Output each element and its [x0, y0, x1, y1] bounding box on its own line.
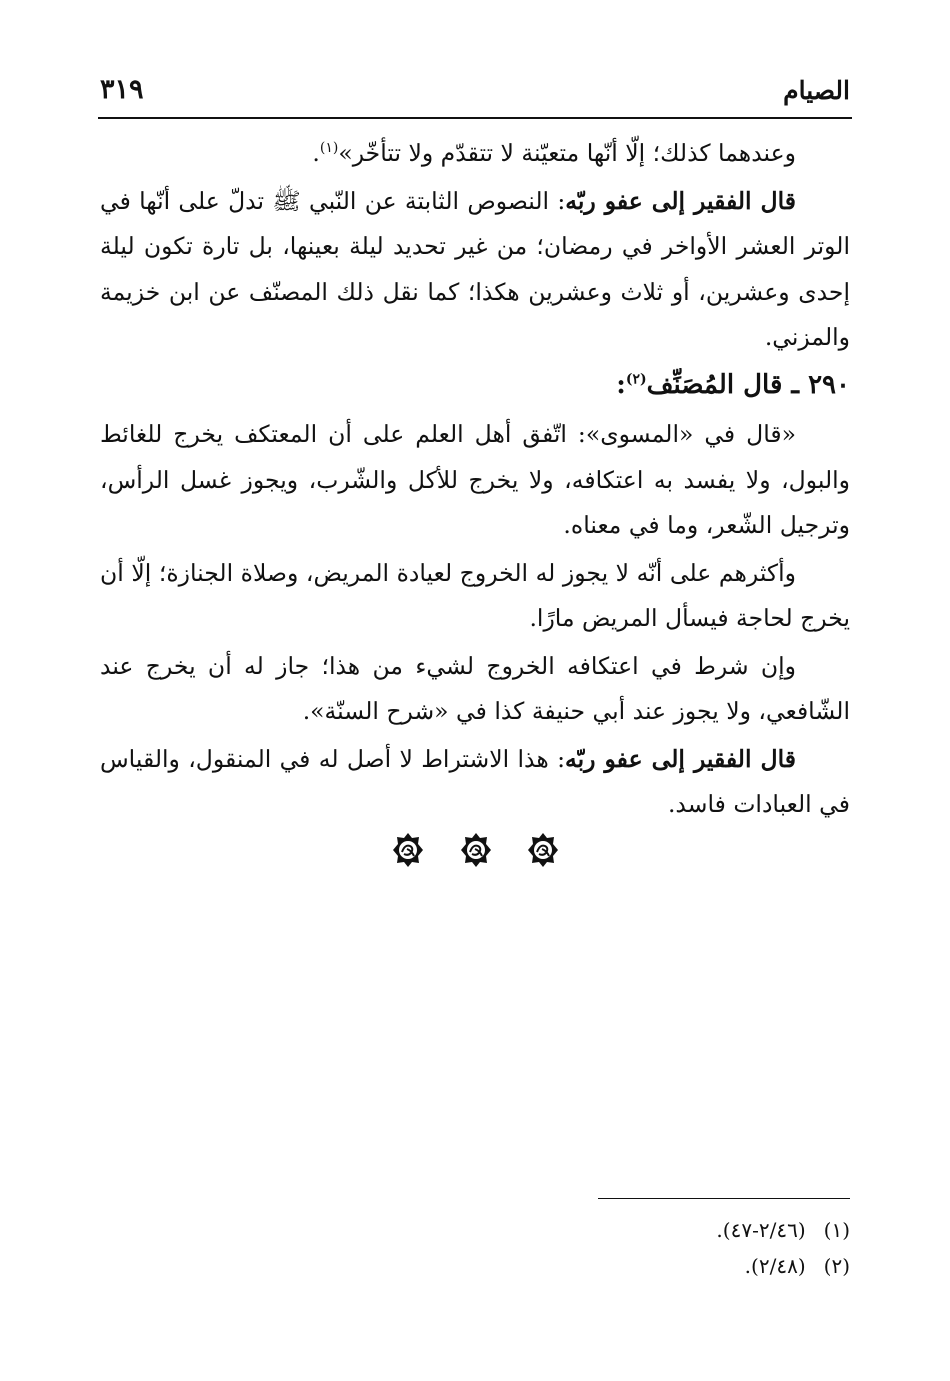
footnote-1 [716, 1212, 850, 1248]
page-header [98, 72, 852, 116]
footnote-2 [716, 1248, 850, 1284]
paragraph-4: وأكثرهم على أنّه لا يجوز له الخروج لعيادة المريض، وصلاة الجنازة؛ إلّا أن يخرج لحاجة فيسأل المريض مارًا. [100, 558, 850, 632]
footnote-ref-1: (١) [319, 140, 339, 157]
page-number: ٣١٩ [100, 74, 144, 105]
footnote-1-number: (١) [823, 1218, 850, 1242]
footnote-ref-2: (٢) [625, 370, 647, 387]
author-remark-label-2: قال الفقير إلى عفو ربّه [565, 744, 796, 773]
footnote-separator [598, 1198, 850, 1199]
section-divider-ornaments [0, 832, 950, 872]
section-heading [100, 363, 850, 409]
footnotes [716, 1212, 850, 1284]
footnote-2-number: (٢) [823, 1254, 850, 1278]
paragraph-1-text: وعندهما كذلك؛ إلّا أنّها متعيّنة لا تتقدّم ولا تتأخّر» [338, 139, 796, 167]
paragraph-2 [100, 179, 850, 361]
paragraph-6 [100, 737, 850, 828]
footnote-2-text: (٢/٤٨). [744, 1254, 806, 1278]
paragraph-3: «قال في «المسوى»: اتّفق أهل العلم على أن المعتكف يخرج للغائط والبول، ولا يفسد به اعتكافه، ولا يخرج للأكل والشّرب، ويجوز غسل الرأس، وترجيل الشّعر، وما في معناه. [100, 420, 850, 539]
paragraph-6-text: : هذا الاشتراط لا أصل له في المنقول، والقياس في العبادات فاسد. [100, 744, 850, 818]
paragraph-1-end: . [312, 139, 320, 167]
paragraph-2-text: : النصوص الثابتة عن النّبي ﷺ تدلّ على أنّها في الوتر العشر الأواخر في رمضان؛ من غير تحديد ليلة بعينها، بل تارة تكون ليلة إحدى وعشرين، أو ثلاث وعشرين هكذا؛ كما نقل ذلك المصنّف عن ابن خزيمة والمزني. [100, 186, 850, 351]
ornament-icon [392, 832, 424, 868]
paragraph-5: وإن شرط في اعتكافه الخروج لشيء من هذا؛ جاز له أن يخرج عند الشّافعي، ولا يجوز عند أبي حنيفة كذا في «شرح السنّة». [100, 651, 850, 725]
paragraph-1 [100, 131, 850, 177]
header-rule [98, 117, 852, 119]
main-text [100, 131, 850, 830]
ornament-icon [527, 832, 559, 868]
section-heading-text: ٢٩٠ ـ قال المُصَنِّف [646, 369, 850, 400]
author-remark-label: قال الفقير إلى عفو ربّه [565, 186, 796, 215]
footnote-1-text: (٢/٤٦-٤٧). [716, 1218, 806, 1242]
running-title: الصيام [783, 76, 850, 105]
ornament-icon [460, 832, 492, 868]
section-heading-end: : [616, 369, 626, 400]
